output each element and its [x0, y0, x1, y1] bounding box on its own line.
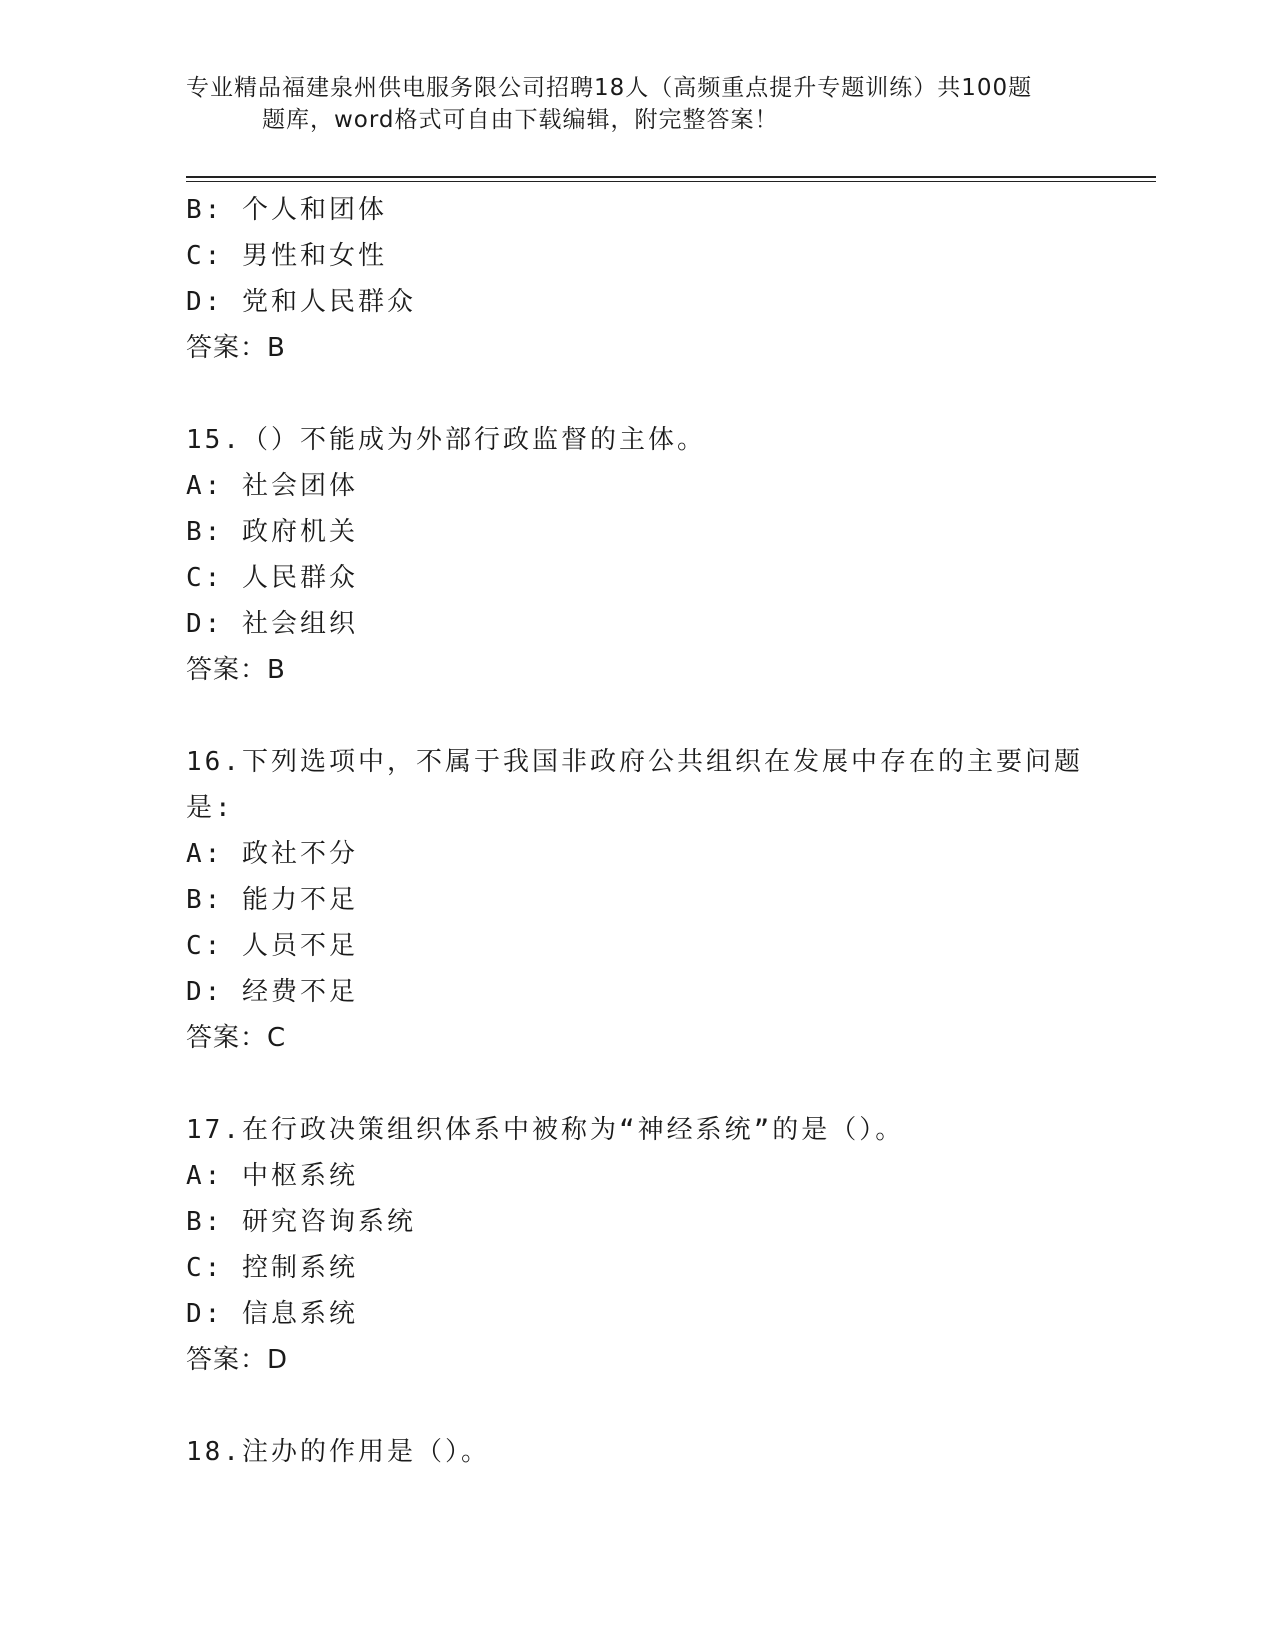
option-b: B: 研究咨询系统	[186, 1207, 416, 1237]
document-header	[186, 72, 1086, 136]
question-15	[186, 417, 1106, 693]
option-b: B: 能力不足	[186, 885, 358, 915]
option-c: C: 人民群众	[186, 563, 358, 593]
option-a: A: 中枢系统	[186, 1161, 358, 1191]
header-title-line2: 题库，word格式可自由下载编辑，附完整答案！	[262, 107, 779, 133]
header-title-line1: 专业精品福建泉州供电服务限公司招聘18人（高频重点提升专题训练）共100题	[186, 75, 1033, 101]
question-stem: 15.（）不能成为外部行政监督的主体。	[186, 425, 706, 455]
option-d: D: 信息系统	[186, 1299, 358, 1329]
answer: 答案：C	[186, 1023, 287, 1053]
option-a: A: 政社不分	[186, 839, 358, 869]
question-18	[186, 1429, 1106, 1475]
option-a: A: 社会团体	[186, 471, 358, 501]
option-c: C: 人员不足	[186, 931, 358, 961]
option-c: C: 男性和女性	[186, 241, 387, 271]
option-b: B: 政府机关	[186, 517, 358, 547]
question-17	[186, 1107, 1106, 1383]
question-16	[186, 739, 1106, 1061]
header-divider-thick	[186, 176, 1156, 178]
option-b: B: 个人和团体	[186, 195, 387, 225]
question-14-continued	[186, 187, 1106, 371]
option-d: D: 社会组织	[186, 609, 358, 639]
question-stem: 17.在行政决策组织体系中被称为“神经系统”的是（）。	[186, 1115, 905, 1145]
option-c: C: 控制系统	[186, 1253, 358, 1283]
option-d: D: 党和人民群众	[186, 287, 416, 317]
question-stem: 18.注办的作用是（）。	[186, 1437, 490, 1467]
document-body	[186, 187, 1106, 1475]
option-d: D: 经费不足	[186, 977, 358, 1007]
answer: 答案：B	[186, 333, 286, 363]
answer: 答案：D	[186, 1345, 289, 1375]
question-stem-line1: 16.下列选项中，不属于我国非政府公共组织在发展中存在的主要问题	[186, 747, 1083, 777]
question-stem-line2: 是:	[186, 793, 234, 823]
header-divider-thin	[186, 181, 1156, 182]
answer: 答案：B	[186, 655, 286, 685]
